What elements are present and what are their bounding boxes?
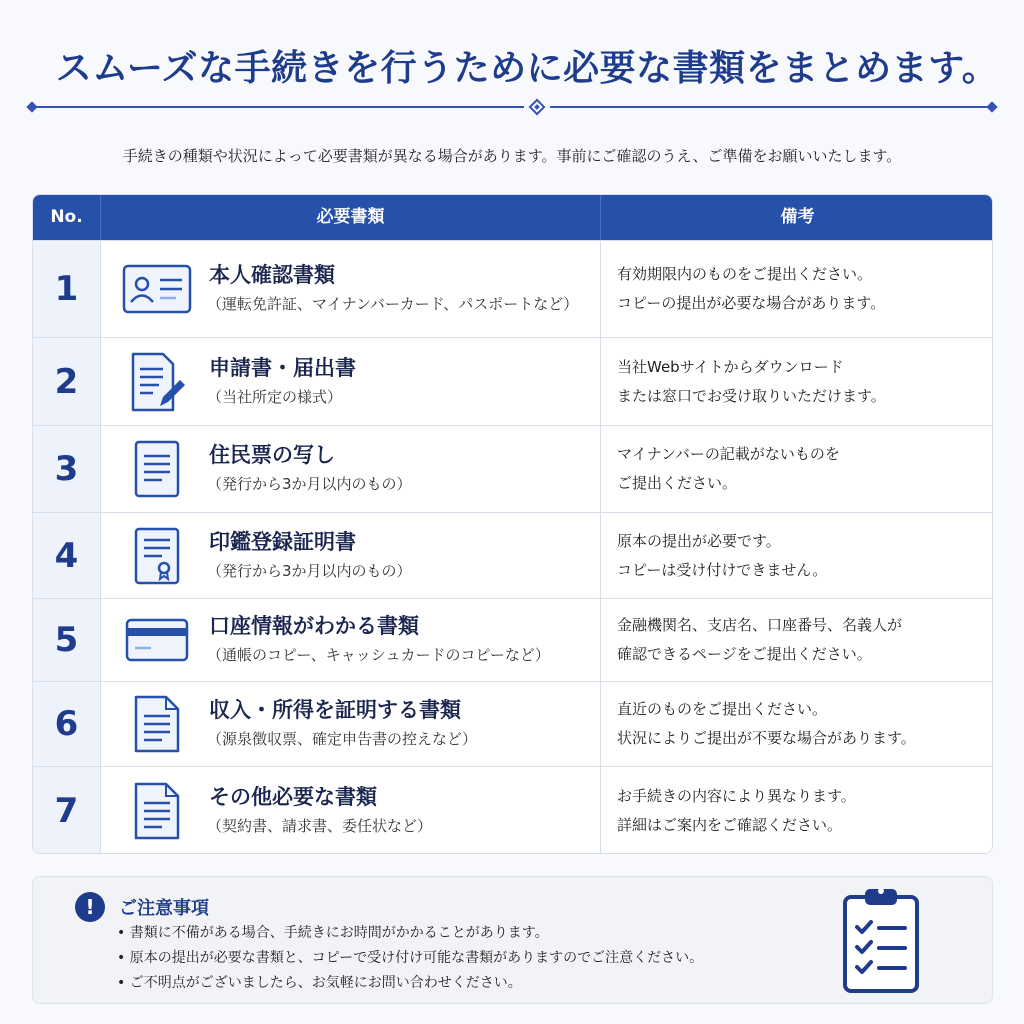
header-documents: 必要書類	[101, 195, 601, 240]
document-title: 申請書・届出書	[209, 355, 356, 380]
header-notes: 備考	[780, 207, 815, 227]
document-cell	[101, 682, 601, 766]
note-line: 金融機関名、支店名、口座番号、名義人が	[617, 616, 903, 634]
note-cell	[617, 611, 902, 669]
document-cell	[101, 241, 601, 337]
document-title: 口座情報がわかる書類	[209, 614, 419, 638]
document-title: 印鑑登録証明書	[209, 529, 356, 554]
lead-text: 手続きの種類や状況によって必要書類が異なる場合があります。事前にご確認のうえ、ご準備をお願いいたします。	[122, 147, 902, 165]
table-row	[33, 766, 993, 854]
note-cell	[617, 353, 886, 411]
note-cell	[617, 782, 856, 840]
note-line: 原本の提出が必要です。	[617, 531, 781, 550]
document-examples: （契約書、請求書、委任状など）	[207, 817, 433, 835]
note-line: お手続きの内容により異なります。	[617, 787, 856, 805]
note-cell	[617, 527, 827, 585]
notice-box	[32, 876, 993, 1004]
exclamation-icon: !	[75, 892, 105, 922]
row-number: 4	[33, 513, 101, 598]
document-examples: （運転免許証、マイナンバーカード、パスポートなど）	[207, 295, 579, 313]
document-cell	[101, 426, 601, 512]
note-line: 有効期限内のものをご提出ください。	[617, 265, 873, 283]
notice-item: • 書類に不備がある場合、手続きにお時間がかかることがあります。	[117, 921, 703, 946]
row-number: 1	[33, 241, 101, 337]
document-examples: （発行から3か月以内のもの）	[207, 561, 412, 580]
notice-title: ご注意事項	[119, 898, 209, 919]
note-line: 当社Webサイトからダウンロード	[617, 357, 844, 376]
table-row	[33, 337, 993, 425]
notice-item: • 原本の提出が必要な書類と、コピーで受け付け可能な書類がありますのでご注意ください。	[117, 946, 703, 971]
note-line: コピーは受け付けできません。	[617, 560, 828, 579]
note-cell	[617, 440, 840, 498]
header-no: No.	[33, 195, 101, 240]
notice-item: • ご不明点がございましたら、お気軽にお問い合わせください。	[117, 971, 703, 996]
row-number: 2	[33, 338, 101, 425]
table-row	[33, 425, 993, 512]
document-title: 収入・所得を証明する書類	[209, 698, 461, 722]
note-line: ご提出ください。	[617, 474, 738, 492]
page-title: スムーズな手続きを行うために必要な書類をまとめます。	[55, 48, 999, 89]
bank-card-icon	[121, 608, 193, 672]
document-examples: （当社所定の様式）	[207, 387, 343, 406]
document-cell	[101, 513, 601, 598]
note-line: 直近のものをご提出ください。	[617, 700, 828, 718]
notice-list	[117, 921, 703, 996]
row-number: 3	[33, 426, 101, 512]
document-title: 本人確認書類	[209, 263, 335, 287]
document-title: 住民票の写し	[209, 443, 335, 467]
document-cell	[101, 599, 601, 681]
form-pen-icon	[121, 350, 193, 414]
id-card-icon	[121, 257, 193, 321]
document-cell	[101, 338, 601, 425]
note-line: コピーの提出が必要な場合があります。	[617, 294, 886, 312]
note-line: マイナンバーの記載がないものを	[617, 445, 840, 463]
table-header	[33, 195, 993, 240]
document-examples: （源泉徴収票、確定申告書の控えなど）	[207, 730, 478, 748]
row-number: 7	[33, 767, 101, 854]
document-title: その他必要な書類	[209, 785, 377, 809]
table-row	[33, 512, 993, 598]
document-cell	[101, 767, 601, 854]
table-row	[33, 681, 993, 766]
document-examples: （発行から3か月以内のもの）	[207, 475, 412, 493]
row-number: 6	[33, 682, 101, 766]
note-line: 状況によりご提出が不要な場合があります。	[617, 729, 916, 747]
documents-table	[32, 194, 993, 854]
table-row	[33, 240, 993, 337]
clipboard-checklist-icon	[839, 883, 923, 995]
table-row	[33, 598, 993, 681]
document-icon	[121, 437, 193, 501]
note-line: 確認できるページをご提出ください。	[617, 645, 872, 663]
note-cell	[617, 695, 916, 753]
title-divider	[28, 98, 996, 116]
document-icon	[121, 692, 193, 756]
document-icon	[121, 779, 193, 843]
note-cell	[617, 260, 885, 318]
document-examples: （通帳のコピー、キャッシュカードのコピーなど）	[207, 646, 550, 664]
certificate-icon	[121, 524, 193, 588]
row-number: 5	[33, 599, 101, 681]
note-line: 詳細はご案内をご確認ください。	[617, 816, 843, 834]
note-line: または窓口でお受け取りいただけます。	[617, 386, 886, 405]
